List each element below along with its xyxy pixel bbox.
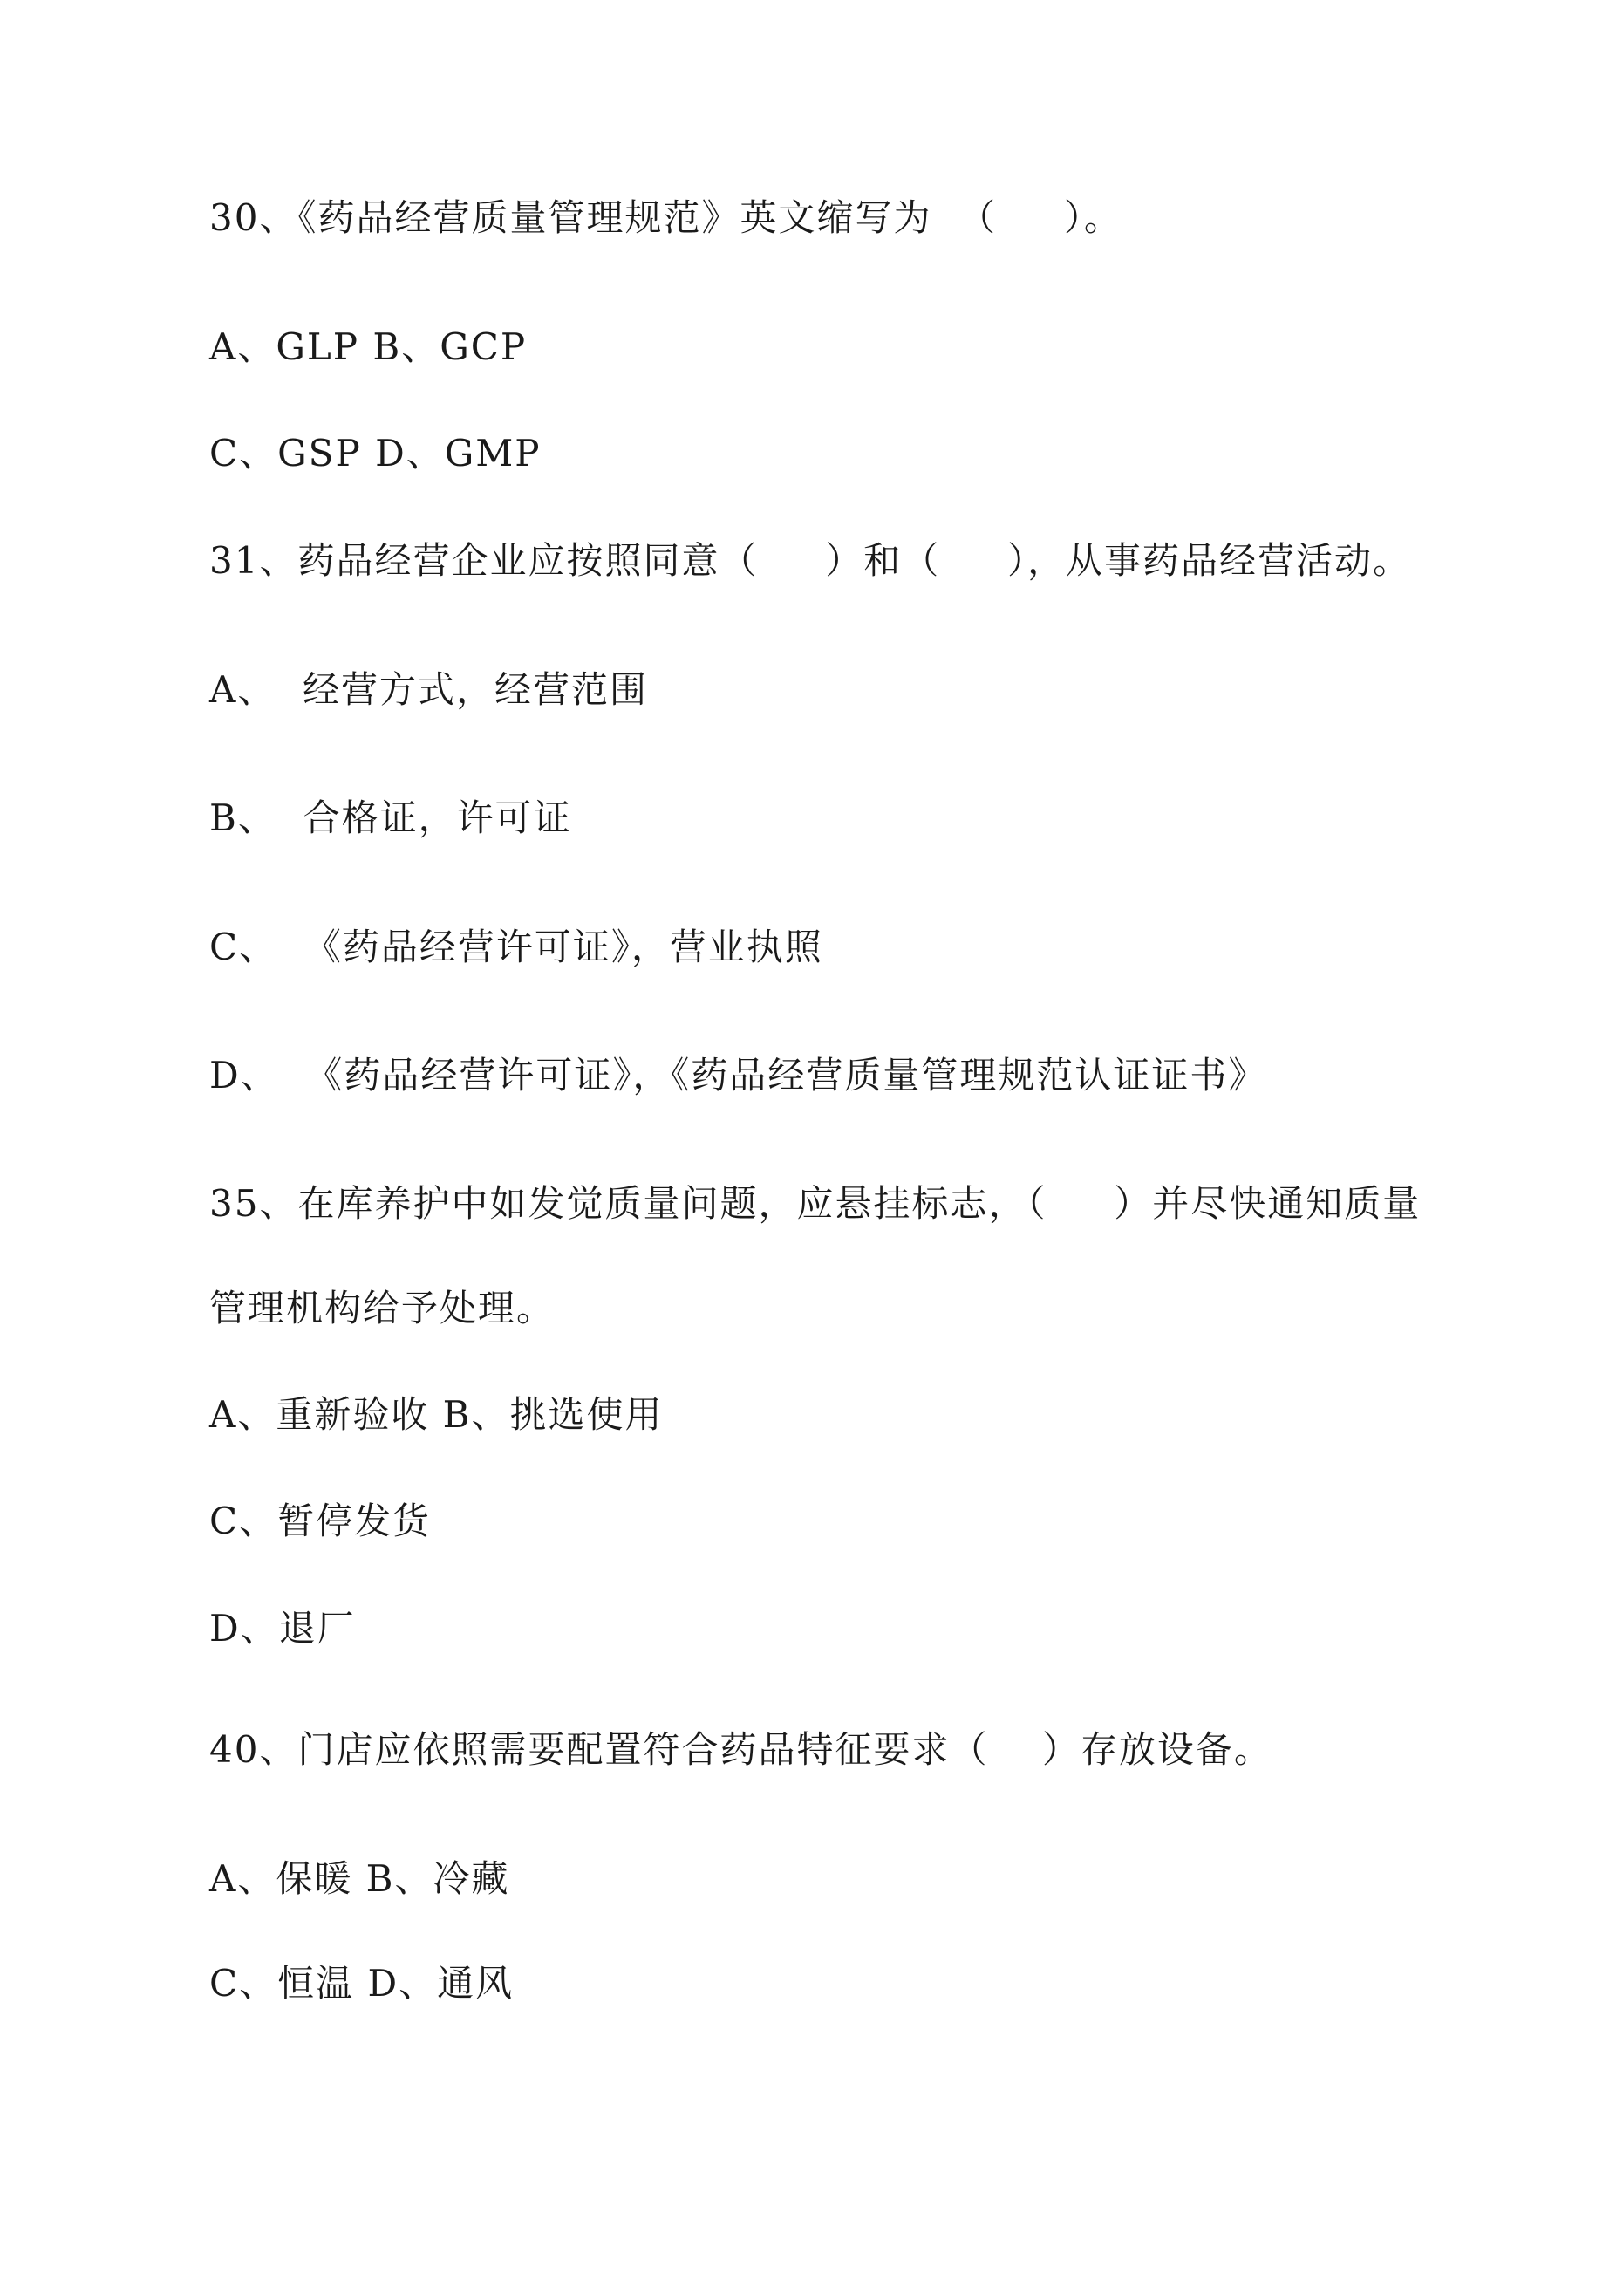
q30-options-ab: A、GLP B、GCP <box>209 325 528 368</box>
question-35-continued: 管理机构给予处理。 <box>209 1287 556 1329</box>
q31-option-c: C、 《药品经营许可证》，营业执照 <box>209 926 823 968</box>
q31-option-d: D、 《药品经营许可证》，《药品经营质量管理规范认证证书》 <box>209 1054 1267 1097</box>
q35-option-d: D、退厂 <box>209 1607 356 1650</box>
q35-options-ab: A、重新验收 B、挑选使用 <box>209 1393 664 1436</box>
q35-option-c: C、暂停发货 <box>209 1500 432 1542</box>
question-35: 35、在库养护中如发觉质量问题，应悬挂标志，（ ）并尽快通知质量 <box>209 1182 1422 1225</box>
question-31: 31、药品经营企业应按照同意（ ）和（ ），从事药品经营活动。 <box>209 539 1411 582</box>
question-40: 40、门店应依照需要配置符合药品特征要求（ ）存放设备。 <box>209 1728 1272 1771</box>
q40-options-ab: A、保暖 B、冷藏 <box>209 1857 510 1900</box>
q31-option-b: B、 合格证，许可证 <box>209 796 572 839</box>
q30-options-cd: C、GSP D、GMP <box>209 432 542 475</box>
q40-options-cd: C、恒温 D、通风 <box>209 1962 515 2005</box>
question-30: 30、《药品经营质量管理规范》英文缩写为 （ ）。 <box>209 196 1122 239</box>
q31-option-a: A、 经营方式，经营范围 <box>209 668 649 711</box>
